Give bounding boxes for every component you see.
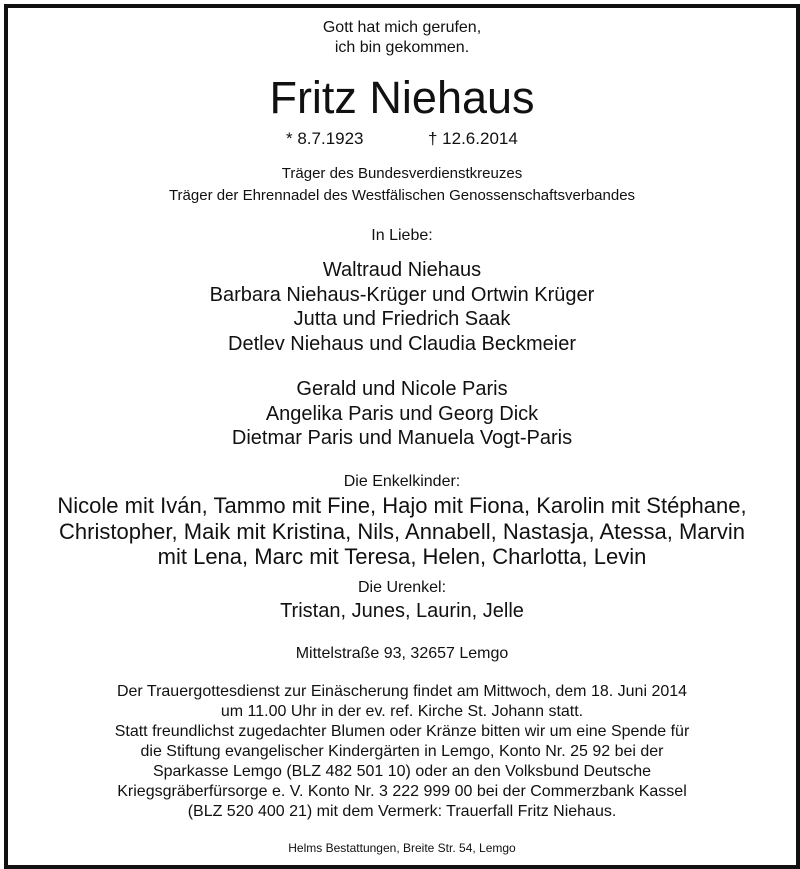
service-line: Der Trauergottesdienst zur Einäscherung findet am Mittwoch, dem 18. Juni 2014 xyxy=(116,683,688,700)
family-line: Waltraud Niehaus xyxy=(322,259,482,281)
address: Mittelstraße 93, 32657 Lemgo xyxy=(295,645,509,662)
grandchildren-line: Nicole mit Iván, Tammo mit Fine, Hajo mit Fiona, Karolin mit Stéphane, xyxy=(57,493,747,518)
service-line: Kriegsgräberfürsorge e. V. Konto Nr. 3 222 999 00 bei der Commerzbank Kassel xyxy=(117,783,687,800)
great-grandchildren-names: Tristan, Junes, Laurin, Jelle xyxy=(280,600,524,622)
grandchildren-label: Die Enkelkinder: xyxy=(343,473,461,490)
family-line: Jutta und Friedrich Saak xyxy=(293,308,511,330)
family-line: Angelika Paris und Georg Dick xyxy=(265,403,539,425)
service-line: Sparkasse Lemgo (BLZ 482 501 10) oder an den Volksbund Deutsche xyxy=(152,763,652,780)
great-grandchildren-label: Die Urenkel: xyxy=(357,579,447,596)
verse-line-2: ich bin gekommen. xyxy=(334,39,470,56)
service-line: die Stiftung evangelischer Kindergärten in Lemgo, Konto Nr. 25 92 bei der xyxy=(140,743,664,760)
deceased-name: Fritz Niehaus xyxy=(269,72,535,123)
family-line: Gerald und Nicole Paris xyxy=(296,378,508,400)
life-dates xyxy=(8,129,796,149)
obituary-notice xyxy=(4,4,800,869)
honor-line-2: Träger der Ehrennadel des Westfälischen Genossenschaftsverbandes xyxy=(168,187,636,204)
honor-line-1: Träger des Bundesverdienstkreuzes xyxy=(281,165,523,182)
death-date: † 12.6.2014 xyxy=(428,129,518,148)
funeral-home: Helms Bestattungen, Breite Str. 54, Lemgo xyxy=(288,841,516,855)
service-line: Statt freundlichst zugedachter Blumen oder Kränze bitten wir um eine Spende für xyxy=(114,723,690,740)
in-love-label: In Liebe: xyxy=(371,227,433,244)
verse-line-1: Gott hat mich gerufen, xyxy=(322,19,482,36)
family-line: Barbara Niehaus-Krüger und Ortwin Krüger xyxy=(209,284,595,306)
grandchildren-line: Christopher, Maik mit Kristina, Nils, Annabell, Nastasja, Atessa, Marvin xyxy=(59,519,745,544)
birth-date: * 8.7.1923 xyxy=(286,129,364,148)
family-line: Detlev Niehaus und Claudia Beckmeier xyxy=(228,333,576,355)
service-line: (BLZ 520 400 21) mit dem Vermerk: Trauerfall Fritz Niehaus. xyxy=(187,803,617,820)
family-line: Dietmar Paris und Manuela Vogt-Paris xyxy=(231,427,573,449)
service-line: um 11.00 Uhr in der ev. ref. Kirche St. Johann statt. xyxy=(220,703,584,720)
grandchildren-line: mit Lena, Marc mit Teresa, Helen, Charlotta, Levin xyxy=(157,544,647,569)
